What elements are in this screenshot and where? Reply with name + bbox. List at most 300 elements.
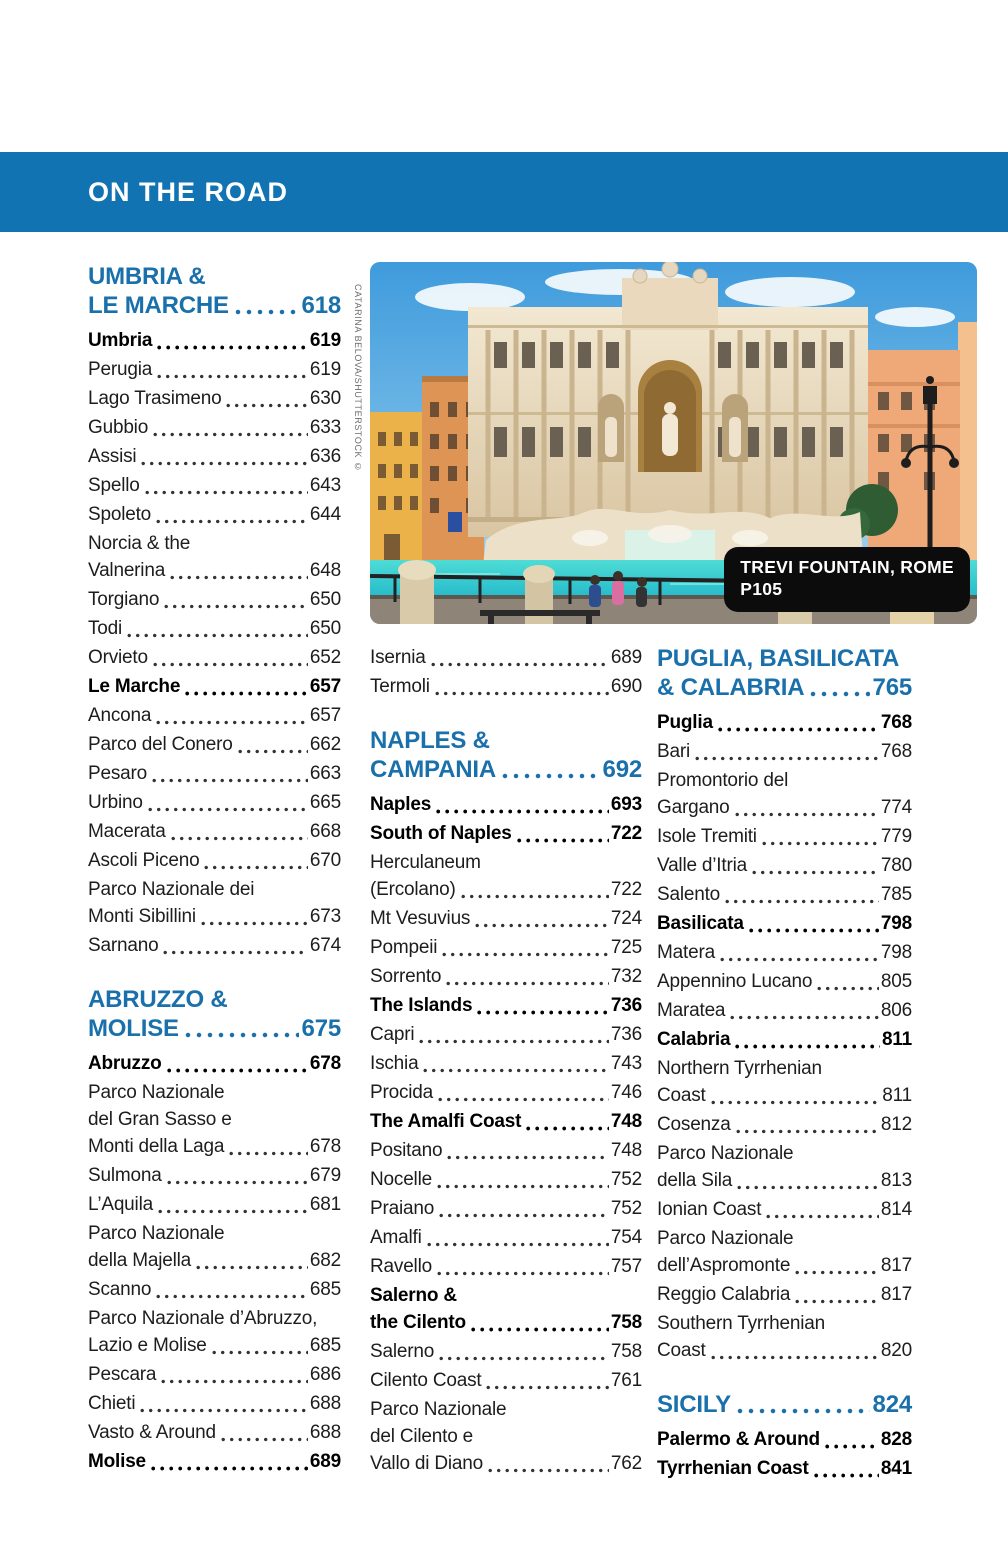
dot-leader [517,838,609,843]
entry-label: Pesaro [88,763,148,784]
dot-leader [720,957,879,962]
entry-label: Bari [657,741,690,762]
page-number: 806 [880,1000,912,1021]
entry-label: della Sila [657,1170,733,1191]
page-number: 679 [309,1165,341,1186]
entry-label: Parco Nazionale [370,1399,507,1420]
entry-label: Reggio Calabria [657,1284,791,1305]
page-number: 758 [610,1312,642,1333]
toc-entry [88,847,341,874]
entry-label: Cilento Coast [370,1370,482,1391]
entry-label: Praiano [370,1198,435,1219]
dot-leader [153,432,308,437]
toc-entry [370,1050,642,1077]
caption-page: P105 [740,579,783,600]
toc-column-left [88,262,341,1484]
dot-leader [435,691,609,696]
page-number: 618 [301,292,341,319]
page-number: 689 [309,1451,341,1472]
dot-leader [442,952,609,957]
dot-leader [825,1444,879,1449]
dot-leader [766,1214,879,1219]
toc-entry [88,673,341,700]
toc-entry [657,968,912,995]
page-number: 724 [610,908,642,929]
entry-label: Maratea [657,1000,726,1021]
page-number: 682 [309,1250,341,1271]
entry-label: Pompeii [370,937,438,958]
entry-label: Ravello [370,1256,432,1277]
dot-leader [221,1437,308,1442]
toc-entry [370,1195,642,1222]
entry-label: Monti della Laga [88,1136,225,1157]
toc-entry [88,1361,341,1388]
toc-entry [657,709,912,736]
toc-entry [657,881,912,908]
entry-label: L’Aquila [88,1194,153,1215]
toc-entry [88,1276,341,1303]
page-number: 805 [880,971,912,992]
toc-entry [88,443,341,470]
dot-leader [749,928,879,933]
dot-leader [196,1265,308,1270]
entry-label: Sulmona [88,1165,162,1186]
entry-label: Orvieto [88,647,148,668]
dot-leader [167,1180,308,1185]
toc-entry [370,1338,642,1365]
entry-label: del Cilento e [370,1426,474,1447]
dot-leader [152,778,308,783]
page-number: 761 [610,1370,642,1391]
entry-label: UMBRIA & [88,263,206,290]
entry-label: the Cilento [370,1312,466,1333]
page-title: ON THE ROAD [88,176,288,207]
toc-entry [657,767,912,821]
toc-entry [370,963,642,990]
toc-entry [370,1108,642,1135]
page-number: 630 [309,388,341,409]
toc-entry [370,992,642,1019]
page-number: 725 [610,937,642,958]
dot-leader [164,604,308,609]
entry-label: Cosenza [657,1114,731,1135]
dot-leader [141,461,307,466]
page-number: 644 [309,504,341,525]
toc-entry [88,1448,341,1475]
entry-label: Vallo di Diano [370,1453,484,1474]
toc-entry [370,791,642,818]
toc-entry [370,849,642,903]
entry-label: Puglia [657,712,713,733]
entry-label: Molise [88,1451,146,1472]
dot-leader [431,662,609,667]
dot-leader [461,894,609,899]
entry-label: The Amalfi Coast [370,1111,522,1132]
page-number: 768 [880,712,912,733]
dot-leader [736,1129,879,1134]
page-number: 785 [880,884,912,905]
toc-entry [88,530,341,584]
dot-leader [737,1408,870,1414]
dot-leader [439,1356,609,1361]
entry-label: Ionian Coast [657,1199,762,1220]
page-number: 754 [610,1227,642,1248]
entry-label: Sorrento [370,966,442,987]
page-number: 662 [309,734,341,755]
entry-label: Scanno [88,1279,152,1300]
page-number: 668 [309,821,341,842]
page-number: 670 [309,850,341,871]
toc-entry [370,1021,642,1048]
toc-section-heading [657,644,912,702]
entry-label: Basilicata [657,913,744,934]
entry-label: Ischia [370,1053,419,1074]
toc-entry [657,910,912,937]
dot-leader [436,809,609,814]
page-number: 817 [880,1255,912,1276]
entry-label: CAMPANIA [370,756,496,783]
toc-entry [370,644,642,671]
dot-leader [447,1155,609,1160]
dot-leader [145,490,308,495]
entry-label: Chieti [88,1393,136,1414]
page-number: 657 [309,705,341,726]
page-number: 685 [309,1279,341,1300]
entry-label: Parco del Conero [88,734,233,755]
dot-leader [477,1010,609,1015]
dot-leader [427,1242,609,1247]
dot-leader [502,773,600,779]
toc-entry [88,586,341,613]
dot-leader [161,1379,308,1384]
page-number: 675 [301,1015,341,1042]
toc-entry [370,1137,642,1164]
toc-entry [657,1196,912,1223]
entry-label: Appennino Lucano [657,971,813,992]
page-number: 665 [309,792,341,813]
dot-leader [212,1350,308,1355]
right-area [353,262,977,1484]
toc-entry [88,1419,341,1446]
toc-column-right [657,644,912,1484]
dot-leader [439,1213,609,1218]
page-number: 841 [880,1458,912,1479]
page-number: 673 [309,906,341,927]
page-number: 768 [880,741,912,762]
toc-entry [370,1367,642,1394]
page-number: 758 [610,1341,642,1362]
page-header-bar [0,152,1008,232]
entry-label: Termoli [370,676,430,697]
page-number: 817 [880,1284,912,1305]
dot-leader [204,865,307,870]
dot-leader [148,807,308,812]
dot-leader [229,1151,308,1156]
page-number: 743 [610,1053,642,1074]
toc-entry [88,818,341,845]
page-number: 633 [309,417,341,438]
page-number: 748 [610,1140,642,1161]
toc-entry [657,1140,912,1194]
page-number: 824 [872,1391,912,1418]
dot-leader [157,374,308,379]
dot-leader [711,1355,879,1360]
entry-label: Parco Nazionale d’Abruzzo, [88,1308,318,1329]
entry-label: Vasto & Around [88,1422,216,1443]
dot-leader [762,841,879,846]
lower-columns [370,644,977,1484]
toc-entry [370,905,642,932]
entry-label: & CALABRIA [657,674,805,701]
dot-leader [737,1185,879,1190]
page-number: 674 [309,935,341,956]
dot-leader [735,1044,880,1049]
page-number: 762 [610,1453,642,1474]
entry-label: NAPLES & [370,727,490,754]
page-number: 814 [880,1199,912,1220]
entry-label: Parco Nazionale [657,1228,794,1249]
page-number: 688 [309,1393,341,1414]
dot-leader [810,691,869,697]
entry-label: The Islands [370,995,473,1016]
toc-entry [88,932,341,959]
entry-label: MOLISE [88,1015,179,1042]
dot-leader [718,727,879,732]
dot-leader [163,950,307,955]
dot-leader [151,1466,308,1471]
entry-label: SICILY [657,1391,731,1418]
toc-entry [657,1225,912,1279]
toc-section-heading [88,985,341,1043]
entry-label: dell’Aspromonte [657,1255,791,1276]
page-number: 636 [309,446,341,467]
dot-leader [795,1299,879,1304]
entry-label: Salento [657,884,721,905]
toc-entry [657,997,912,1024]
toc-entry [88,1305,341,1359]
entry-label: Naples [370,794,432,815]
entry-label: Ascoli Piceno [88,850,200,871]
dot-leader [419,1039,608,1044]
entry-label: Coast [657,1340,706,1361]
entry-label: Ancona [88,705,152,726]
photo-credit: CATARINA BELOVA/SHUTTERSTOCK © [353,284,363,472]
entry-label: Sarnano [88,935,159,956]
page-number: 798 [880,913,912,934]
page-number: 690 [610,676,642,697]
entry-label: South of Naples [370,823,512,844]
toc-entry [88,1050,341,1077]
toc-entry [370,1282,642,1336]
entry-label: Tyrrhenian Coast [657,1458,809,1479]
dot-leader [711,1100,881,1105]
toc-section-heading [88,262,341,320]
dot-leader [156,720,308,725]
toc-entry [88,385,341,412]
page-number: 678 [309,1053,341,1074]
page-number: 689 [610,647,642,668]
page-number: 652 [309,647,341,668]
entry-label: Salerno [370,1341,435,1362]
entry-label: ABRUZZO & [88,986,228,1013]
entry-label: Assisi [88,446,137,467]
dot-leader [167,1068,308,1073]
page-number: 643 [309,475,341,496]
toc-entry [657,823,912,850]
dot-leader [127,633,308,638]
toc-entry [657,939,912,966]
caption-title: TREVI FOUNTAIN, ROME [740,556,954,577]
entry-label: Urbino [88,792,143,813]
entry-label: Umbria [88,330,153,351]
dot-leader [235,309,299,315]
page-number: 688 [309,1422,341,1443]
dot-leader [488,1468,609,1473]
page-number: 765 [872,674,912,701]
dot-leader [817,986,879,991]
entry-label: Salerno & [370,1285,457,1306]
page-number: 663 [309,763,341,784]
dot-leader [446,981,609,986]
entry-label: Gargano [657,797,730,818]
dot-leader [437,1271,609,1276]
dot-leader [185,1032,299,1038]
page-number: 692 [602,756,642,783]
toc-entry [657,1310,912,1364]
entry-label: Valnerina [88,560,166,581]
page-number: 746 [610,1082,642,1103]
page-number: 657 [309,676,341,697]
toc-entry [370,820,642,847]
dot-leader [171,836,308,841]
toc-section-heading [370,726,642,784]
page-number: 774 [880,797,912,818]
entry-label: Matera [657,942,715,963]
toc-entry [370,1396,642,1477]
dot-leader [170,575,308,580]
toc-entry [88,702,341,729]
dot-leader [725,899,879,904]
toc-entry [88,472,341,499]
dot-leader [438,1097,609,1102]
entry-label: Parco Nazionale dei [88,879,255,900]
toc-entry [370,1079,642,1106]
toc-entry [657,1055,912,1109]
toc-entry [370,1253,642,1280]
page-number: 678 [309,1136,341,1157]
toc-column-middle [370,644,642,1484]
entry-label: Amalfi [370,1227,422,1248]
page-number: 820 [880,1340,912,1361]
toc-entry [88,789,341,816]
toc-entry [657,1111,912,1138]
dot-leader [156,1294,308,1299]
dot-leader [201,921,308,926]
toc-entry [370,934,642,961]
entry-label: Southern Tyrrhenian [657,1313,826,1334]
toc-entry [88,356,341,383]
toc-entry [657,1455,912,1482]
page-number: 685 [309,1335,341,1356]
page-number: 693 [610,794,642,815]
dot-leader [735,812,879,817]
page-number: 828 [880,1429,912,1450]
toc-entry [657,738,912,765]
toc-entry [88,644,341,671]
entry-label: Calabria [657,1029,731,1050]
entry-label: Perugia [88,359,153,380]
toc-entry [88,1162,341,1189]
dot-leader [153,662,308,667]
page-number: 779 [880,826,912,847]
page-number: 798 [880,942,912,963]
dot-leader [730,1015,879,1020]
toc-entry [88,1220,341,1274]
toc-entry [88,876,341,930]
toc-entry [88,1191,341,1218]
toc-entry [88,615,341,642]
toc-entry [88,501,341,528]
toc-entry [370,1224,642,1251]
entry-label: Parco Nazionale [88,1082,225,1103]
entry-label: Parco Nazionale [657,1143,794,1164]
entry-label: Gubbio [88,417,149,438]
entry-label: Herculaneum [370,852,481,873]
dot-leader [752,870,879,875]
page-number: 748 [610,1111,642,1132]
entry-label: Le Marche [88,676,181,697]
entry-label: Macerata [88,821,166,842]
entry-label: Isole Tremiti [657,826,757,847]
entry-label: Isernia [370,647,426,668]
entry-label: Valle d’Itria [657,855,747,876]
trevi-fountain-photo [370,262,977,624]
toc-entry [657,1026,912,1053]
dot-leader [695,756,879,761]
page-number: 736 [610,1024,642,1045]
dot-leader [157,345,308,350]
page-number: 722 [610,879,642,900]
page-number: 813 [880,1170,912,1191]
page-number: 752 [610,1169,642,1190]
entry-label: Mt Vesuvius [370,908,471,929]
page-number: 648 [309,560,341,581]
entry-label: Lago Trasimeno [88,388,222,409]
entry-label: LE MARCHE [88,292,229,319]
page-number: 812 [880,1114,912,1135]
toc-entry [88,414,341,441]
dot-leader [185,691,308,696]
page-number: 736 [610,995,642,1016]
dot-leader [140,1408,308,1413]
page-number: 650 [309,618,341,639]
photo-caption [724,547,970,613]
dot-leader [437,1184,609,1189]
page-number: 686 [309,1364,341,1385]
dot-leader [475,923,609,928]
entry-label: Spello [88,475,140,496]
dot-leader [526,1126,609,1131]
page-number: 811 [881,1029,912,1050]
page-number: 732 [610,966,642,987]
entry-label: Capri [370,1024,415,1045]
dot-leader [156,519,308,524]
toc-entry [370,1166,642,1193]
entry-label: PUGLIA, BASILICATA [657,645,900,672]
dot-leader [238,749,308,754]
entry-label: del Gran Sasso e [88,1109,232,1130]
entry-label: Northern Tyrrhenian [657,1058,822,1079]
